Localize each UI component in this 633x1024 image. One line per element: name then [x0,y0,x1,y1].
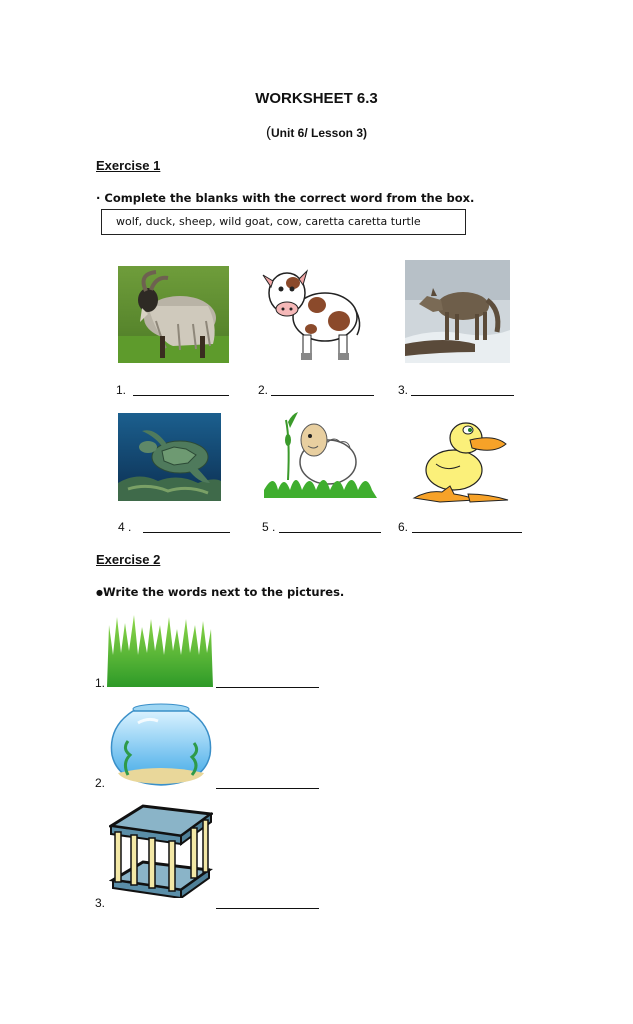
cage-picture [109,804,213,898]
exercise2-instruction [96,585,344,599]
bullet-icon: ● [96,588,103,597]
exercise2-heading: Exercise 2 [96,552,161,567]
exercise1-instruction-text: Complete the blanks with the correct word from the box. [104,191,475,205]
answer-blank[interactable] [412,532,522,533]
item-number: 4 . [118,520,132,534]
wild-goat-picture [118,266,229,363]
sea-turtle-picture [118,413,221,501]
subtitle-paren: ( [265,124,271,141]
answer-blank[interactable] [143,532,230,533]
sheep-picture [264,410,377,502]
item-number: 3. [95,896,106,910]
answer-blank[interactable] [216,788,319,789]
exercise1-heading: Exercise 1 [96,158,161,173]
aquarium-picture [108,703,214,787]
answer-blank[interactable] [271,395,374,396]
worksheet-title: WORKSHEET 6.3 [255,90,378,107]
answer-blank[interactable] [133,395,229,396]
grass-picture [107,615,213,687]
duck-picture [410,414,512,504]
item-number: 2. [258,383,269,397]
wolf-picture [405,260,510,363]
answer-blank[interactable] [279,532,381,533]
answer-blank[interactable] [216,908,319,909]
item-number: 2. [95,776,106,790]
item-number: 1. [116,383,127,397]
word-box: wolf, duck, sheep, wild goat, cow, caretta caretta turtle [101,209,466,235]
answer-blank[interactable] [411,395,514,396]
worksheet-subtitle [0,124,633,141]
answer-blank[interactable] [216,687,319,688]
item-number: 6. [398,520,409,534]
cow-picture [259,265,365,365]
subtitle-text: Unit 6/ Lesson 3) [270,126,368,140]
exercise2-instruction-text: Write the words next to the pictures. [102,585,345,599]
item-number: 3. [398,383,409,397]
bullet-icon: · [96,191,101,205]
exercise1-instruction [96,191,474,205]
item-number: 1. [95,676,106,690]
item-number: 5 . [262,520,276,534]
